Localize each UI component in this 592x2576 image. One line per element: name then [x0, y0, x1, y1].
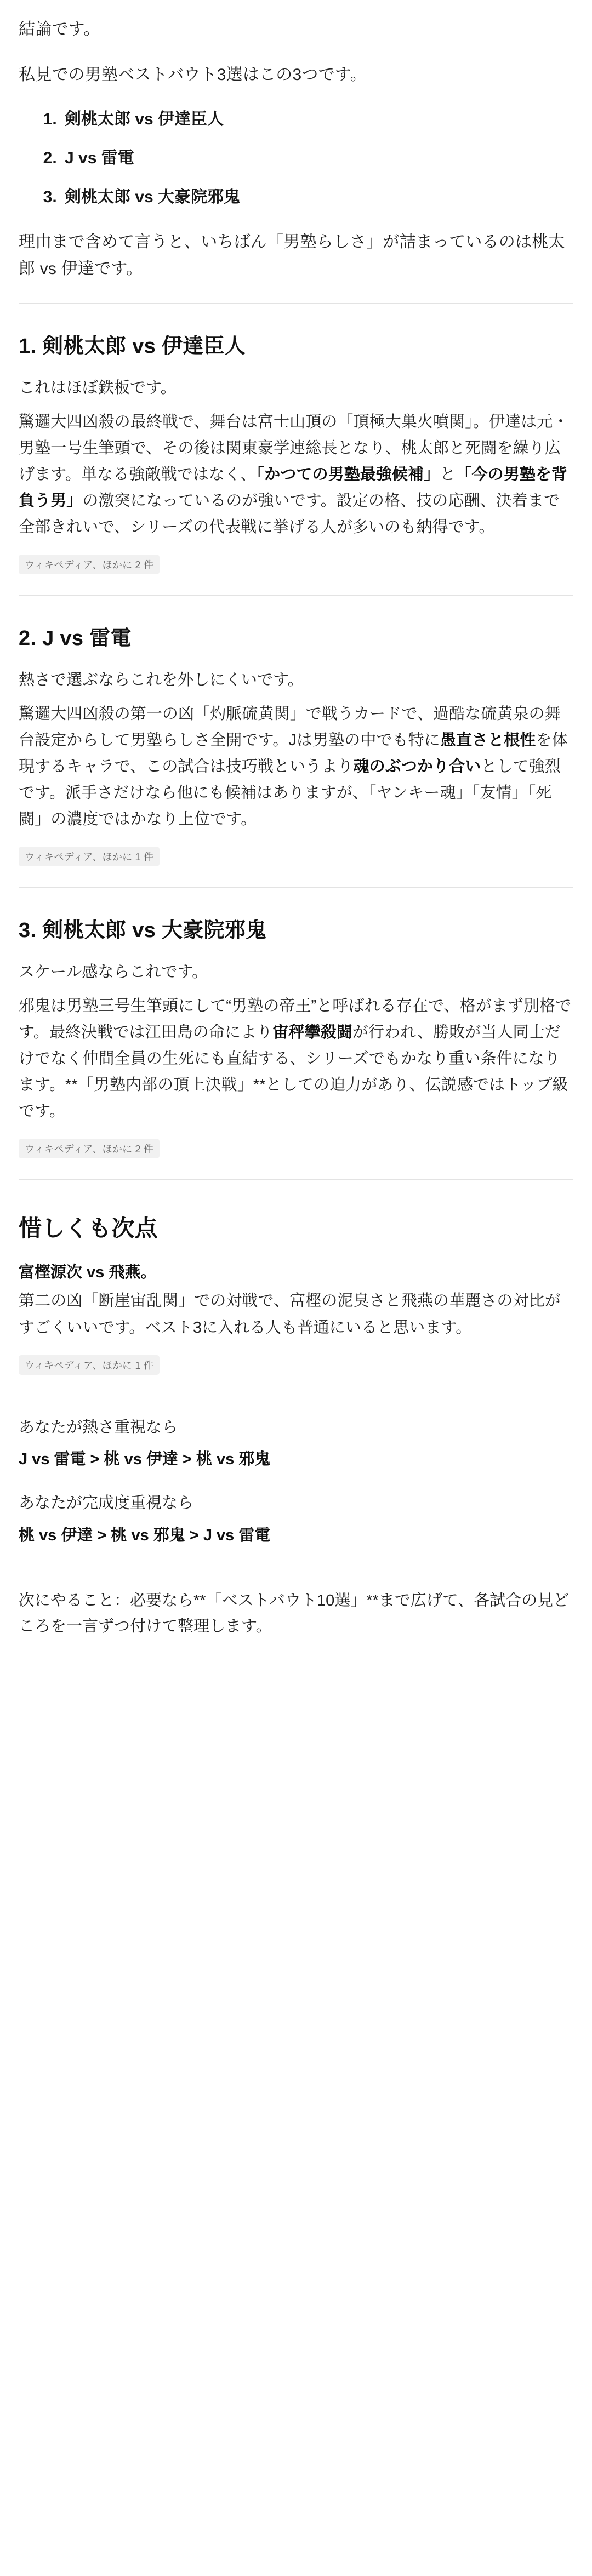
section-lead-3: スケール感ならこれです。	[19, 963, 208, 981]
citation-badge[interactable]: ウィキペディア、ほかに 1 件	[19, 1355, 160, 1375]
section-body-3: 邪鬼は男塾三号生筆頭にして“男塾の帝王”と呼ばれる存在で、格がまず別格です。最終決戦では江田島の命により宙秤攣殺闘が行われ、勝敗が当人同士だけでなく仲間全員の生死にも直結する、シリーズでもかなり重い条件になります。**「男塾内部の頂上決戦」**としての迫力があり、伝説感ではトップ級です。	[19, 997, 572, 1121]
divider	[19, 887, 573, 888]
section-lead-1: これはほぼ鉄板です。	[19, 379, 177, 397]
section-body-1: 驚邏大四凶殺の最終戦で、舞台は富士山頂の「頂極大巣火噴関」。伊達は元・男塾一号生筆頭で、その後は関東豪学連総長となり、桃太郎と死闘を繰り広げます。単なる強敵戦ではなく、「かつての男塾最強候補」と「今の男塾を背負う男」の激突になっているのが強いです。設定の格、技の応酬、決着まで全部きれいで、シリーズの代表戦に挙げる人が多いのも納得です。	[19, 413, 569, 536]
ranking-answer-completeness: 桃 vs 伊達 > 桃 vs 邪鬼 > J vs 雷電	[19, 1526, 271, 1544]
ranking-answer-heat: J vs 雷電 > 桃 vs 伊達 > 桃 vs 邪鬼	[19, 1450, 271, 1469]
section-lead-2: 熱さで選ぶならこれを外しにくいです。	[19, 671, 304, 689]
intro-reason-line: 理由まで含めて言うと、いちばん「男塾らしさ」が詰まっているのは桃太郎 vs 伊達です。	[19, 233, 565, 278]
ranking-question-heat: あなたが熱さ重視なら	[19, 1418, 178, 1436]
best-bout-list	[19, 107, 573, 209]
list-item: 3. 剣桃太郎 vs 大豪院邪鬼	[61, 185, 573, 209]
citation-row-2	[19, 842, 573, 866]
section-heading-1: 1. 剣桃太郎 vs 伊達臣人	[19, 335, 246, 358]
citation-row-1	[19, 550, 573, 574]
next-steps-text: 次にやること：必要なら**「ベストバウト10選」**まで広げて、各試合の見どころを一言ずつ付けて整理します。	[19, 1592, 570, 1636]
runner-up-body: 第二の凶「断崖宙乱関」での対戦で、富樫の泥臭さと飛燕の華麗さの対比がすごくいいです。ベスト3に入れる人も普通にいると思います。	[19, 1292, 561, 1336]
citation-badge[interactable]: ウィキペディア、ほかに 1 件	[19, 847, 160, 866]
section-body-2: 驚邏大四凶殺の第一の凶「灼脈硫黄関」で戦うカードで、過酷な硫黄泉の舞台設定からして男塾らしさ全開です。Jは男塾の中でも特に愚直さと根性を体現するキャラで、この試合は技巧戦というより魂のぶつかり合いとして強烈です。派手さだけなら他にも候補はありますが、「ヤンキー魂」「友情」「死闘」の濃度ではかなり上位です。	[19, 705, 568, 829]
ranking-block-heat	[19, 1415, 573, 1472]
citation-row-4	[19, 1351, 573, 1375]
divider	[19, 303, 573, 304]
runner-up-heading: 惜しくも次点	[19, 1215, 158, 1242]
divider	[19, 1179, 573, 1180]
intro-conclusion-line: 結論です。	[19, 20, 100, 38]
citation-badge[interactable]: ウィキペディア、ほかに 2 件	[19, 1139, 160, 1158]
citation-badge[interactable]: ウィキペディア、ほかに 2 件	[19, 555, 160, 574]
section-heading-3: 3. 剣桃太郎 vs 大豪院邪鬼	[19, 919, 267, 943]
list-item: 1. 剣桃太郎 vs 伊達臣人	[61, 107, 573, 132]
citation-row-3	[19, 1134, 573, 1158]
list-item: 2. J vs 雷電	[61, 146, 573, 170]
ranking-block-completeness	[19, 1490, 573, 1548]
section-heading-2: 2. J vs 雷電	[19, 627, 132, 650]
runner-up-title: 富樫源次 vs 飛燕。	[19, 1264, 157, 1282]
intro-summary-line: 私見での男塾ベストバウト3選はこの3つです。	[19, 65, 367, 84]
divider	[19, 595, 573, 596]
ranking-question-completeness: あなたが完成度重視なら	[19, 1494, 194, 1512]
